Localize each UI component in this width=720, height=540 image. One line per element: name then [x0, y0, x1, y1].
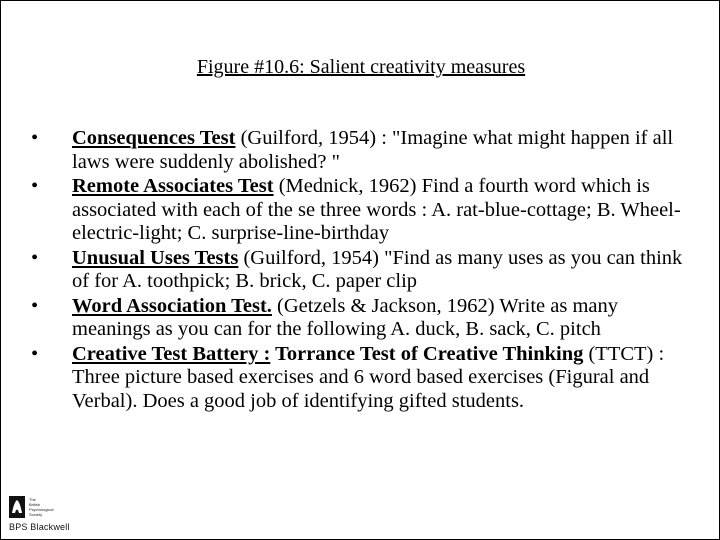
logo-brand-text: BPS Blackwell: [9, 522, 70, 532]
bullet: •: [31, 342, 39, 365]
list-item: [31, 175, 691, 246]
measure-subtitle: Torrance Test of Creative Thinking: [270, 342, 584, 365]
measure-name: Word Association Test.: [72, 294, 272, 317]
measure-description: (Getzels & Jackson, 1962) Write as many meanings as you can for the following A. duck, B. sack, C. pitch: [72, 294, 618, 340]
logo-society-text: The British Psychological Society: [29, 497, 54, 517]
measure-description: (TTCT) : Three picture based exercises and 6 word based exercises (Figural and Verbal). Does a good job of identifying gifted students.: [72, 342, 665, 412]
bullet: •: [31, 294, 39, 317]
measure-name: Remote Associates Test: [72, 175, 274, 197]
publisher-logo: [9, 496, 69, 532]
measure-name: Consequences Test: [72, 127, 236, 149]
measure-name: Creative Test Battery :: [72, 342, 271, 365]
measure-description: (Guilford, 1954) : "Imagine what might happen if all laws were suddenly abolished? ": [72, 127, 674, 173]
list-item: [31, 343, 691, 414]
bullet: •: [31, 246, 39, 269]
bps-emblem-icon: [9, 496, 25, 518]
slide-title: Figure #10.6: Salient creativity measures: [196, 56, 526, 78]
bullet: •: [31, 127, 39, 149]
measure-description: (Mednick, 1962) Find a fourth word which is associated with each of the se three words : A. rat-blue-cottage; B. Wheel-electric-light; C. surprise-line-birthday: [72, 175, 681, 244]
measure-description: (Guilford, 1954) "Find as many uses as you can think of for A. toothpick; B. brick, C. paper clip: [72, 246, 683, 292]
list-item: [31, 247, 691, 294]
list-item: [31, 127, 691, 174]
bullet: •: [31, 175, 39, 197]
list-item: [31, 295, 691, 342]
measures-list: [31, 127, 691, 414]
measure-name: Unusual Uses Tests: [72, 246, 239, 269]
